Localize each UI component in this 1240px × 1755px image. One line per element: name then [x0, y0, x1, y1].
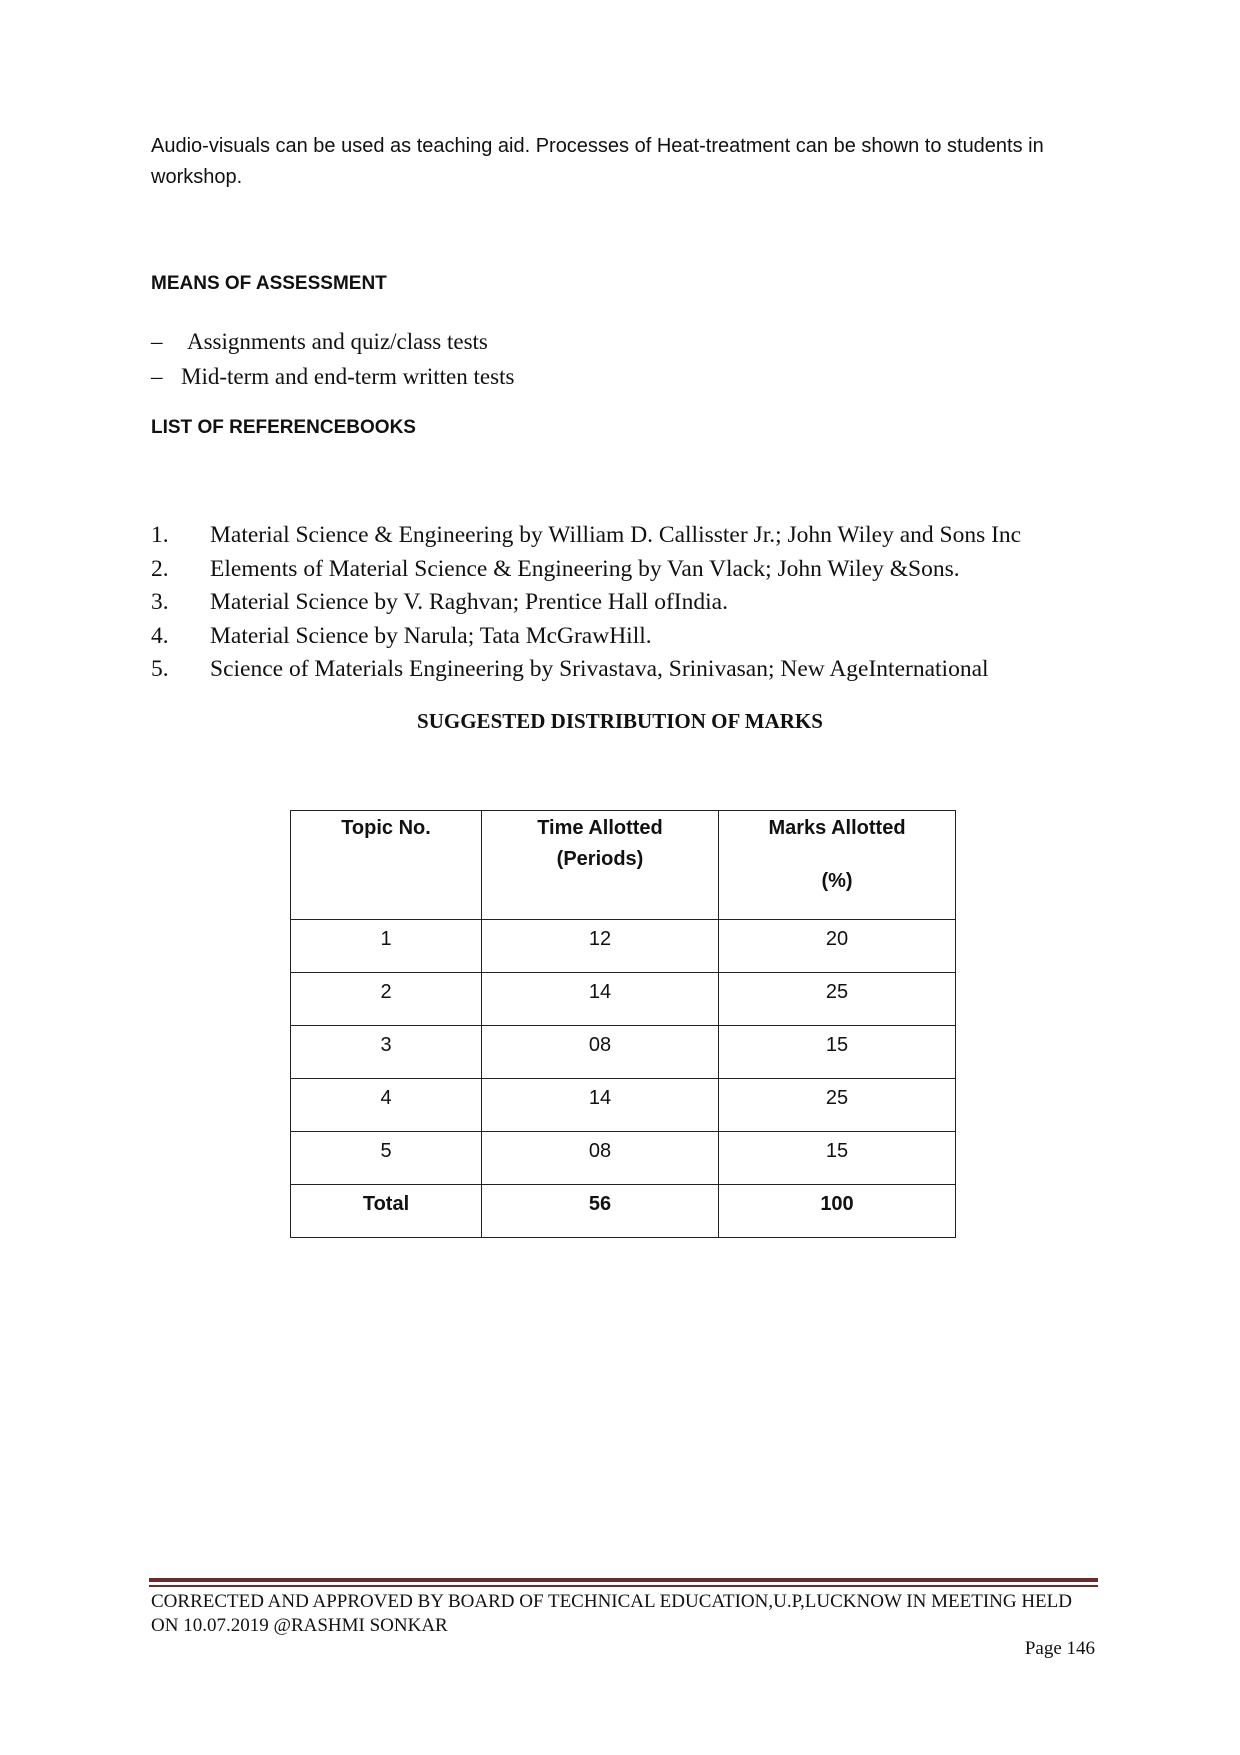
marks-distribution-table: [290, 810, 956, 1238]
cell-topic: 2: [291, 973, 482, 1026]
dash-marker: –: [151, 364, 163, 389]
cell-topic: 5: [291, 1132, 482, 1185]
header-label: Topic No.: [341, 817, 431, 839]
assessment-heading: MEANS OF ASSESSMENT: [151, 273, 387, 294]
cell-total-label: Total: [291, 1185, 482, 1238]
table-row: [291, 1132, 956, 1185]
list-item-text: Science of Materials Engineering by Srivastava, Srinivasan; New AgeInternational: [210, 656, 989, 682]
list-number: 4.: [151, 622, 169, 649]
table-row: [291, 973, 956, 1026]
list-item: [151, 653, 1021, 687]
cell-marks: 15: [719, 1026, 956, 1079]
page-number: Page 146: [1024, 1638, 1095, 1659]
header-marks-allotted: [719, 811, 956, 920]
header-label: Marks Allotted: [768, 817, 906, 839]
cell-total-time: 56: [482, 1185, 719, 1238]
header-time-allotted: [482, 811, 719, 920]
dash-marker: –: [151, 329, 163, 354]
list-item-text: Elements of Material Science & Engineering by Van Vlack; John Wiley &Sons.: [210, 555, 960, 582]
list-item: [151, 620, 1021, 654]
list-item-text: Material Science by Narula; Tata McGrawHill.: [210, 622, 652, 649]
cell-topic: 1: [291, 920, 482, 973]
table-row: [291, 1079, 956, 1132]
header-label: Time Allotted: [537, 817, 663, 839]
footer-approval-note: CORRECTED AND APPROVED BY BOARD OF TECHNICAL EDUCATION,U.P,LUCKNOW IN MEETING HELD ON 10.07.2019 @RASHMI SONKAR: [151, 1591, 1072, 1636]
list-item-text: Mid-term and end-term written tests: [181, 364, 515, 389]
header-topic-no: [291, 811, 482, 920]
cell-topic: 3: [291, 1026, 482, 1079]
table-header-row: [291, 811, 956, 920]
distribution-title: SUGGESTED DISTRIBUTION OF MARKS: [417, 709, 823, 733]
reference-books-heading: LIST OF REFERENCEBOOKS: [151, 417, 416, 438]
list-item: [151, 553, 1021, 587]
cell-topic: 4: [291, 1079, 482, 1132]
cell-marks: 15: [719, 1132, 956, 1185]
cell-marks: 20: [719, 920, 956, 973]
cell-time: 12: [482, 920, 719, 973]
list-item-text: Material Science & Engineering by William D. Callisster Jr.; John Wiley and Sons Inc: [210, 522, 1022, 548]
cell-marks: 25: [719, 973, 956, 1026]
list-number: 1.: [151, 522, 169, 548]
cell-time: 08: [482, 1132, 719, 1185]
table-row: [291, 920, 956, 973]
intro-paragraph: Audio-visuals can be used as teaching aid. Processes of Heat-treatment can be shown to students in workshop.: [151, 135, 1044, 188]
list-item-text: Material Science by V. Raghvan; Prentice Hall ofIndia.: [210, 589, 728, 615]
list-item: [151, 586, 1021, 620]
header-sublabel: (%): [821, 870, 853, 892]
cell-time: 14: [482, 973, 719, 1026]
list-item-text: Assignments and quiz/class tests: [187, 329, 488, 354]
footer-divider-thin: [149, 1585, 1098, 1587]
list-number: 2.: [151, 555, 169, 582]
list-item: [151, 519, 1021, 553]
header-sublabel: (Periods): [556, 848, 644, 870]
list-number: 5.: [151, 656, 169, 682]
cell-time: 14: [482, 1079, 719, 1132]
reference-books-list: [151, 519, 1021, 687]
list-item: [151, 324, 514, 359]
footer-divider: [149, 1578, 1098, 1582]
list-number: 3.: [151, 589, 169, 615]
table-row: [291, 1026, 956, 1079]
assessment-list: [151, 324, 514, 394]
cell-time: 08: [482, 1026, 719, 1079]
list-item: [151, 359, 514, 394]
table-total-row: [291, 1185, 956, 1238]
cell-total-marks: 100: [719, 1185, 956, 1238]
cell-marks: 25: [719, 1079, 956, 1132]
